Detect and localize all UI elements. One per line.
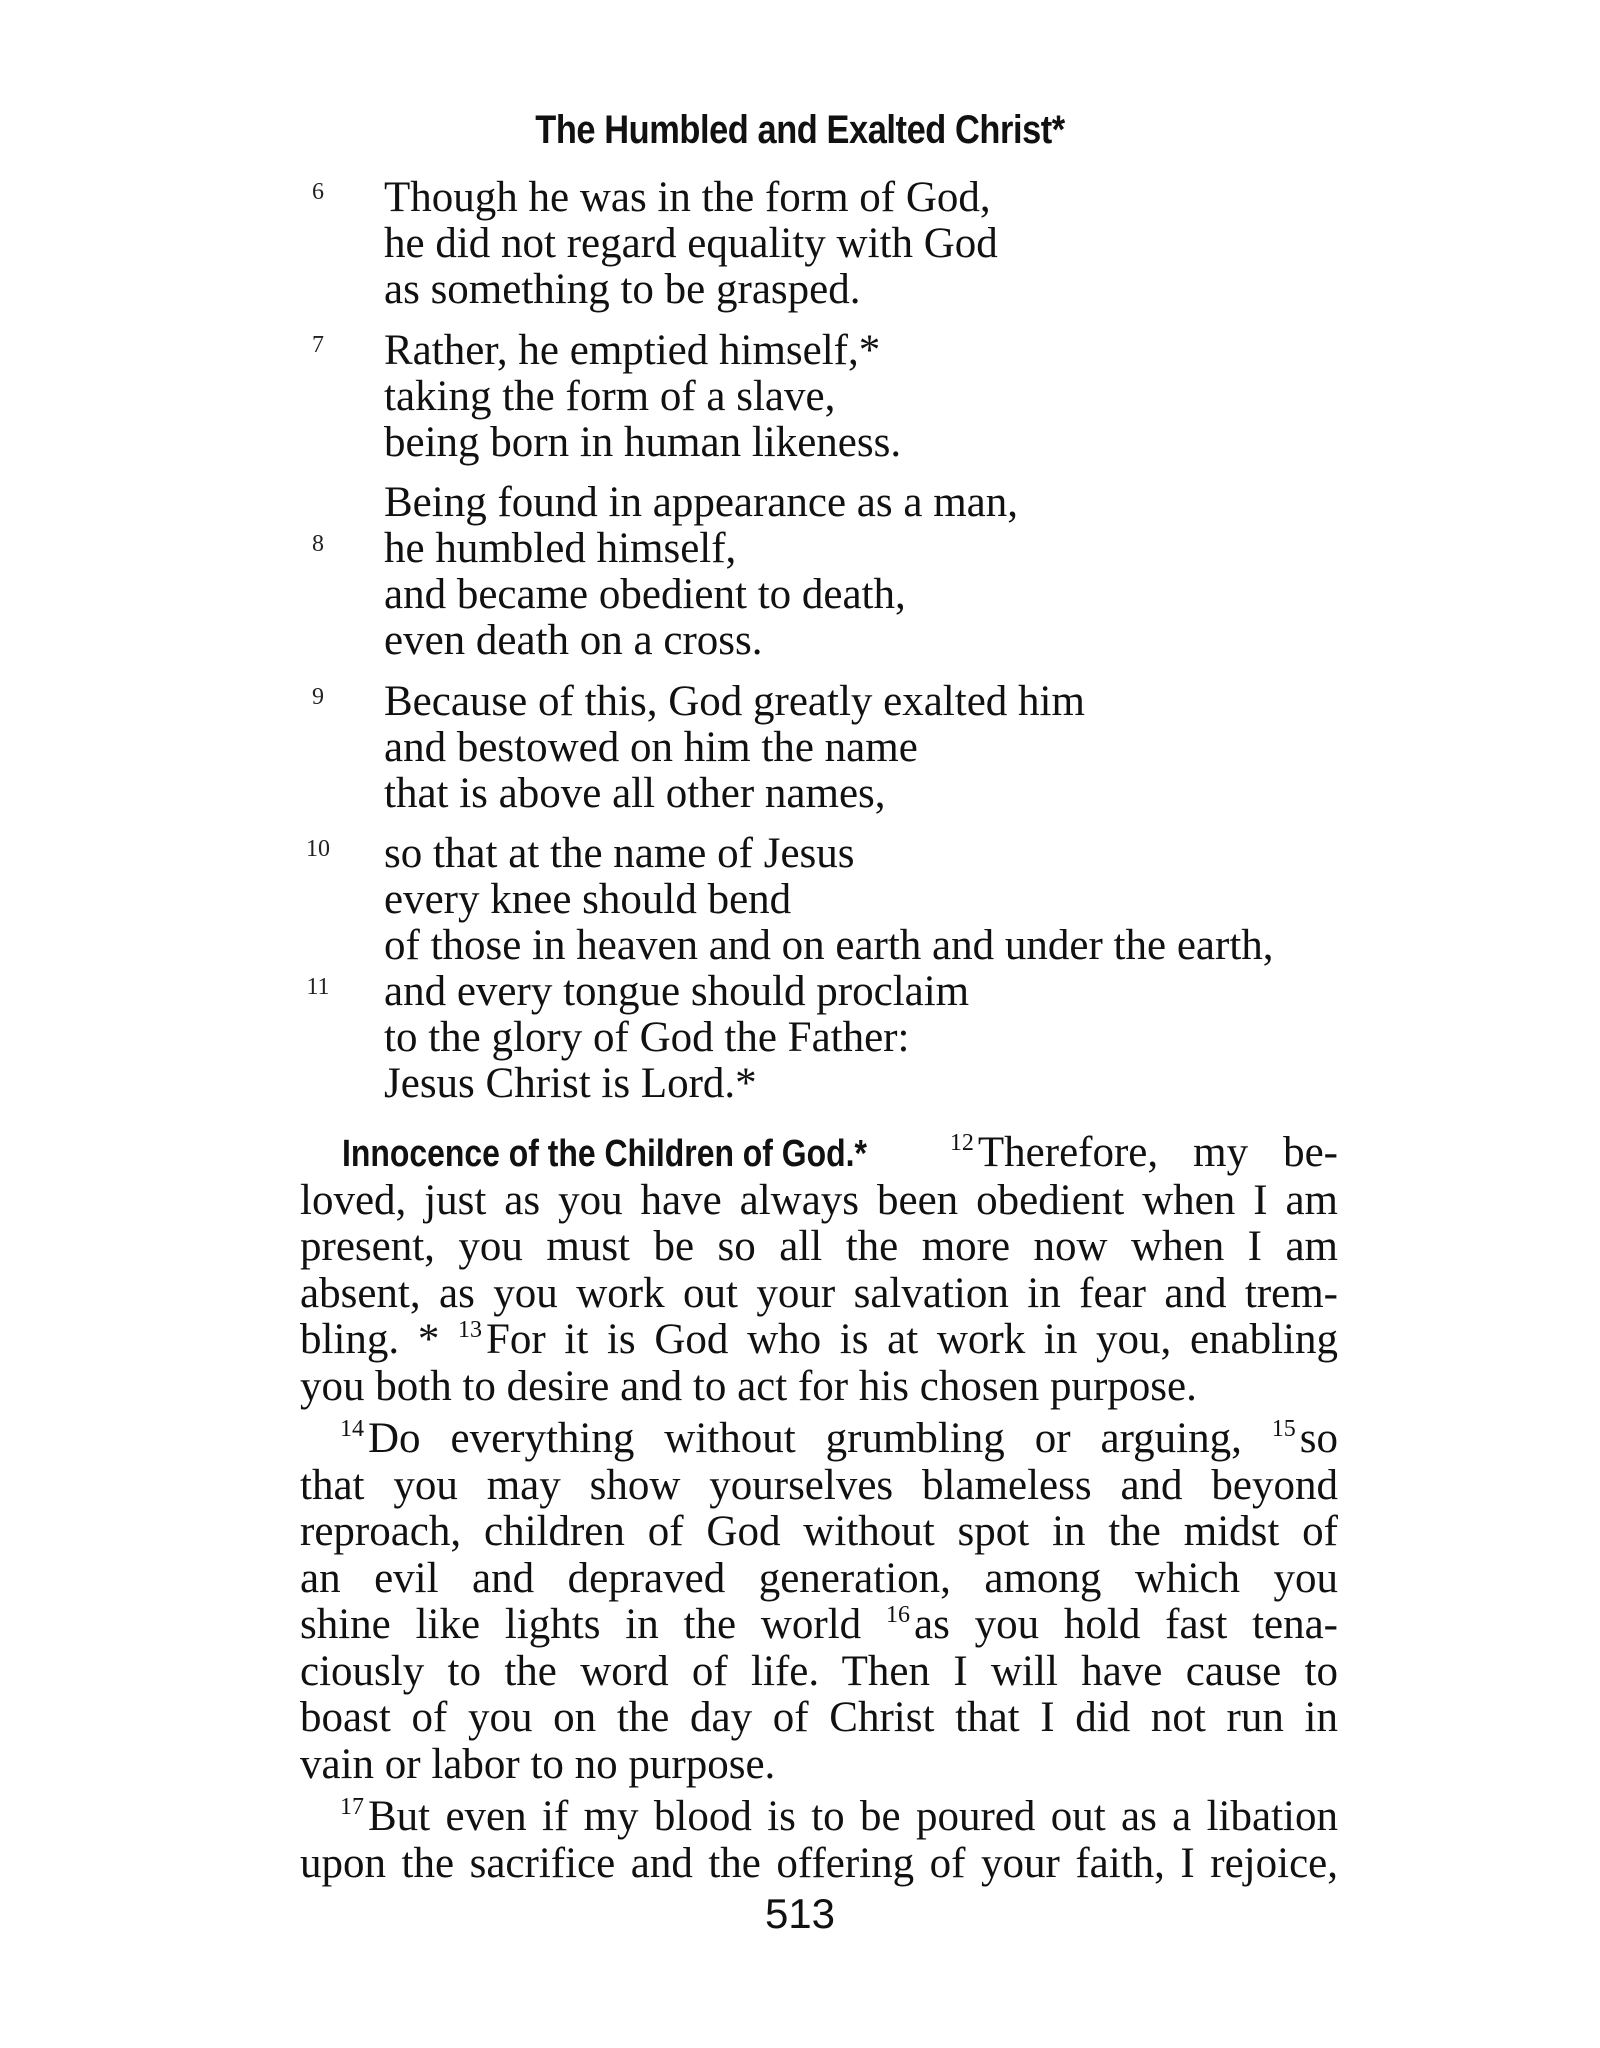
section-heading: The Humbled and Exalted Christ*: [535, 108, 1065, 152]
verse-number: 12: [949, 1130, 974, 1156]
hymn-line: as something to be grasped.: [384, 266, 861, 313]
hymn-line: so that at the name of Jesus: [384, 830, 855, 877]
prose-line: you both to desire and to act for his chosen purpose.: [300, 1362, 1197, 1410]
prose-text: so: [1299, 1415, 1338, 1462]
verse-number: 16: [885, 1602, 910, 1628]
prose-line: upon the sacrifice and the offering of your faith, I rejoice,: [300, 1839, 1338, 1887]
prose-line: loved, just as you have always been obedient when I am: [300, 1176, 1338, 1224]
prose-text: bling. *: [300, 1316, 440, 1363]
prose-text: But even if my blood is to be poured out as a libation: [368, 1793, 1338, 1840]
prose-line: ciously to the word of life. Then I will have cause to: [300, 1647, 1338, 1695]
prose-line: [300, 1602, 1338, 1649]
hymn-line: taking the form of a slave,: [384, 373, 836, 420]
hymn-line: and became obedient to death,: [384, 571, 906, 618]
prose-text: Do everything without grumbling or arguing,: [368, 1415, 1242, 1462]
prose-line: an evil and depraved generation, among which you: [300, 1554, 1338, 1602]
hymn-line: and every tongue should proclaim: [384, 968, 970, 1015]
prose-line: present, you must be so all the more now when I am: [300, 1223, 1338, 1270]
verse-number: 11: [306, 974, 330, 1000]
prose-line: [300, 1794, 1338, 1841]
prose-text: Therefore, my be-: [977, 1129, 1338, 1176]
prose-section: [300, 1130, 1338, 1887]
prose-text: as you hold fast tena-: [913, 1601, 1339, 1648]
page-number: 513: [764, 1890, 836, 1937]
verse-number: 9: [312, 684, 324, 710]
verse-number: 14: [340, 1416, 364, 1442]
hymn-line: of those in heaven and on earth and under the earth,: [384, 922, 1274, 969]
hymn-line: that is above all other names,: [384, 770, 886, 817]
hymn-line: to the glory of God the Father:: [384, 1014, 910, 1061]
hymn-line: Though he was in the form of God,: [384, 174, 991, 221]
verse-number: 17: [340, 1794, 364, 1820]
hymn-line: every knee should bend: [384, 876, 792, 923]
prose-text: shine like lights in the world: [300, 1601, 862, 1648]
prose-line: vain or labor to no purpose.: [300, 1740, 776, 1788]
prose-line: [300, 1130, 1338, 1178]
verse-number: 7: [312, 332, 324, 358]
subsection-title: Innocence of the Children of God.*: [342, 1133, 867, 1175]
hymn-line: Because of this, God greatly exalted him: [384, 678, 1085, 725]
verse-number: 10: [306, 836, 330, 862]
prose-line: absent, as you work out your salvation in fear and trem-: [300, 1269, 1338, 1317]
hymn-line: Rather, he emptied himself,*: [384, 327, 881, 374]
hymn-line: Jesus Christ is Lord.*: [384, 1060, 757, 1107]
verse-number: 13: [458, 1317, 483, 1343]
verse-number: 8: [312, 531, 324, 557]
prose-line: that you may show yourselves blameless and beyond: [300, 1461, 1338, 1509]
hymn-line: even death on a cross.: [384, 617, 763, 664]
verse-number: 15: [1271, 1416, 1296, 1442]
prose-line: boast of you on the day of Christ that I did not run in: [300, 1694, 1338, 1741]
prose-line: [300, 1416, 1338, 1463]
prose-text: For it is God who is at work in you, enabling: [486, 1316, 1339, 1363]
hymn-line: being born in human likeness.: [384, 419, 902, 466]
verse-number: 6: [312, 179, 324, 205]
prose-line: reproach, children of God without spot in the midst of: [300, 1508, 1338, 1555]
hymn-line: he did not regard equality with God: [384, 220, 998, 267]
prose-line: [300, 1317, 1338, 1364]
hymn-line: Being found in appearance as a man,: [384, 479, 1018, 526]
hymn-line: and bestowed on him the name: [384, 724, 918, 771]
hymn-line: he humbled himself,: [384, 525, 737, 572]
